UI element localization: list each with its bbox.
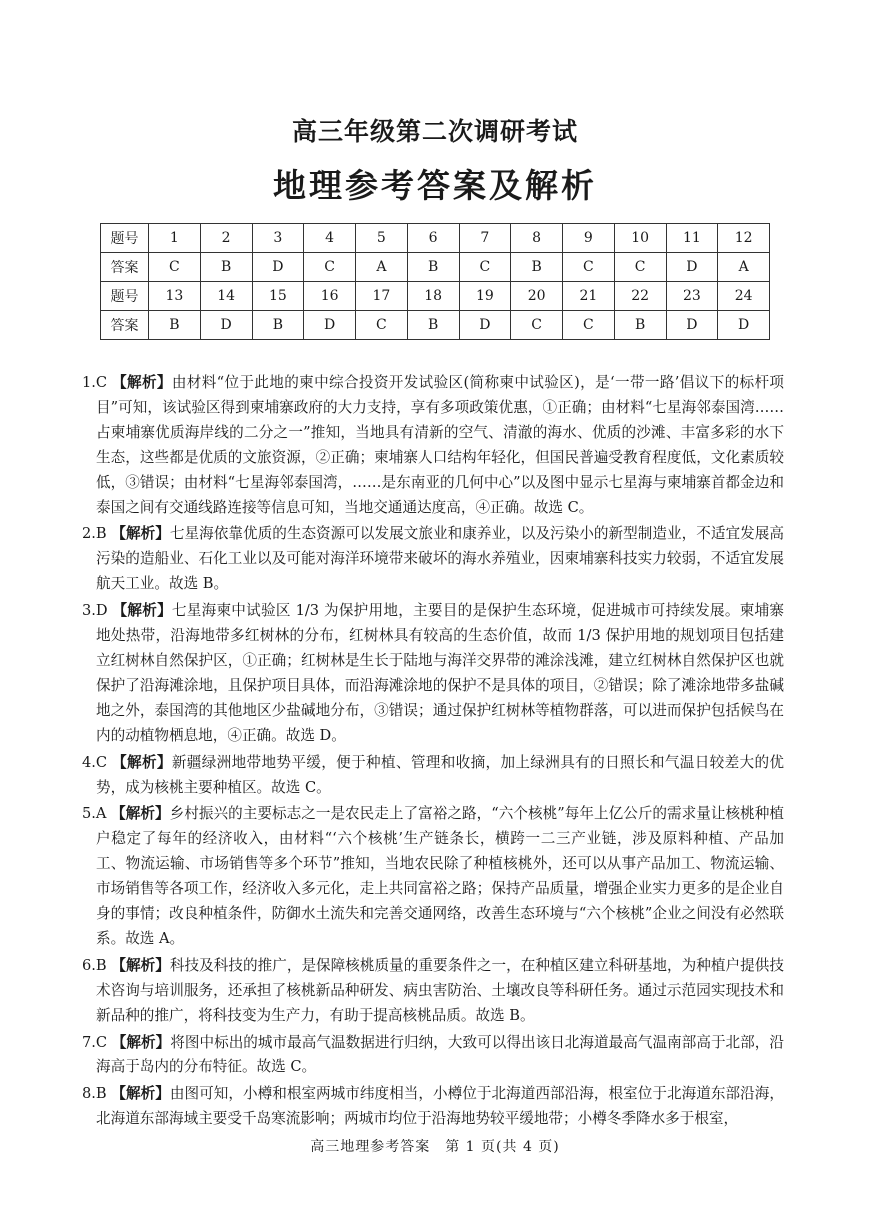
answer-table-cell: 4 xyxy=(304,224,356,253)
question-answer: 6.B xyxy=(82,956,107,974)
answer-table-cell: C xyxy=(149,253,201,282)
answer-table-cell: C xyxy=(304,253,356,282)
explanation-text: 由图可知，小樽和根室两城市纬度相当，小樽位于北海道西部沿海，根室位于北海道东部沿海，北海道东部海域主要受千岛寒流影响；两城市均位于沿海地势较平缓地带；小樽冬季降水多于根室， xyxy=(96,1085,784,1128)
answer-table-cell: 18 xyxy=(407,282,459,311)
answer-table-row xyxy=(101,224,770,253)
answer-table-cell: A xyxy=(356,253,408,282)
explanation-item xyxy=(82,1082,784,1132)
explanation-text: 由材料“位于此地的柬中综合投资开发试验区(简称柬中试验区)，是‘一带一路’倡议下的标杆项目”可知，该试验区得到柬埔寨政府的大力支持，享有多项政策优惠，①正确；由材料“七星海邻泰国湾……占柬埔寨优质海岸线的二分之一”推知，当地具有清新的空气、清澈的海水、优质的沙滩、丰富多彩的水下生态，这些都是优质的文旅资源，②正确；柬埔寨人口结构年轻化，但国民普遍受教育程度低，文化素质较低，③错误；由材料“七星海邻泰国湾，……是东南亚的几何中心”以及图中显示七星海与柬埔寨首都金边和泰国之间有交通线路连接等信息可知，当地交通通达度高，④正确。故选 C。 xyxy=(96,374,784,516)
explanation-item xyxy=(82,802,784,951)
document-subtitle: 地理参考答案及解析 xyxy=(273,166,597,205)
answer-table-row-label: 答案 xyxy=(101,253,149,282)
analysis-tag: 【解析】 xyxy=(111,1033,171,1051)
answer-table-cell: 11 xyxy=(666,224,718,253)
analysis-tag: 【解析】 xyxy=(112,374,172,391)
answer-table-row-label: 题号 xyxy=(101,224,149,253)
answer-table-row-label: 答案 xyxy=(101,311,149,340)
answer-table-cell: 10 xyxy=(614,224,666,253)
answer-table-cell: 17 xyxy=(356,282,408,311)
answer-table-row xyxy=(101,253,770,282)
explanation-item xyxy=(82,522,784,597)
question-answer: 5.A xyxy=(82,805,107,823)
answer-table-cell: D xyxy=(666,253,718,282)
explanation-text: 新疆绿洲地带地势平缓，便于种植、管理和收摘，加上绿洲具有的日照长和气温日较差大的优势，成为核桃主要种植区。故选 C。 xyxy=(96,753,784,796)
answer-table-cell: D xyxy=(718,311,770,340)
answer-table-cell: 12 xyxy=(718,224,770,253)
answer-table-cell: 21 xyxy=(563,282,615,311)
answer-table-cell: D xyxy=(304,311,356,340)
answer-table-cell: B xyxy=(252,311,304,340)
question-answer: 4.C xyxy=(82,753,108,771)
analysis-tag: 【解析】 xyxy=(111,805,170,823)
question-answer: 2.B xyxy=(82,525,107,543)
answer-table-cell: B xyxy=(407,311,459,340)
answer-table-cell: C xyxy=(563,253,615,282)
answer-table-cell: 2 xyxy=(200,224,252,253)
answer-table xyxy=(100,223,770,340)
answer-table-cell: B xyxy=(200,253,252,282)
answer-table-cell: A xyxy=(718,253,770,282)
explanation-item xyxy=(82,954,784,1029)
explanation-text: 七星海依靠优质的生态资源可以发展文旅业和康养业，以及污染小的新型制造业，不适宜发展高污染的造船业、石化工业以及可能对海洋环境带来破坏的海水养殖业，因柬埔寨科技实力较弱，不适宜发展航天工业。故选 B。 xyxy=(96,525,784,593)
answer-table-cell: 8 xyxy=(511,224,563,253)
answer-table-row-label: 题号 xyxy=(101,282,149,311)
explanation-item xyxy=(82,1031,784,1081)
explanation-text: 科技及科技的推广，是保障核桃质量的重要条件之一，在种植区建立科研基地，为种植户提供技术咨询与培训服务，还承担了核桃新品种研发、病虫害防治、土壤改良等科研任务。通过示范园实现技术和新品种的推广，将科技变为生产力，有助于提高核桃品质。故选 B。 xyxy=(96,956,784,1024)
answer-table-cell: 20 xyxy=(511,282,563,311)
explanation-list xyxy=(82,371,784,1134)
answer-table-cell: B xyxy=(511,253,563,282)
answer-table-cell: 3 xyxy=(252,224,304,253)
answer-table-cell: 1 xyxy=(149,224,201,253)
answer-table-cell: 23 xyxy=(666,282,718,311)
analysis-tag: 【解析】 xyxy=(111,1085,170,1103)
answer-table-cell: 13 xyxy=(149,282,201,311)
explanation-text: 七星海柬中试验区 1/3 为保护用地，主要目的是保护生态环境，促进城市可持续发展。柬埔寨地处热带，沿海地带多红树林的分布，红树林具有较高的生态价值，故而 1/3 保护用地的规划项目包括建立红树林自然保护区，①正确；红树林是生长于陆地与海洋交界带的滩涂浅滩，建立红树林自然保护区也就保护了沿海滩涂地，且保护项目具体，而沿海滩涂地的保护不是具体的项目，②错误；除了滩涂地带多盐碱地之外，泰国湾的其他地区少盐碱地分布，③错误；通过保护红树林等植物群落，可以进而保护包括候鸟在内的动植物栖息地，④正确。故选 D。 xyxy=(96,602,784,744)
answer-table-row xyxy=(101,282,770,311)
analysis-tag: 【解析】 xyxy=(111,525,170,543)
answer-table-cell: B xyxy=(614,311,666,340)
explanation-item xyxy=(82,599,784,748)
exam-title: 高三年级第二次调研考试 xyxy=(291,117,578,146)
answer-table-cell: C xyxy=(511,311,563,340)
answer-table-cell: 15 xyxy=(252,282,304,311)
answer-table-cell: 19 xyxy=(459,282,511,311)
page-footer: 高三地理参考答案 第 1 页(共 4 页) xyxy=(310,1139,560,1155)
answer-table-cell: D xyxy=(252,253,304,282)
question-answer: 7.C xyxy=(82,1033,108,1051)
answer-table-cell: C xyxy=(459,253,511,282)
answer-table-cell: D xyxy=(666,311,718,340)
explanation-text: 将图中标出的城市最高气温数据进行归纳，大致可以得出该日北海道最高气温南部高于北部，沿海高于岛内的分布特征。故选 C。 xyxy=(96,1033,784,1076)
answer-table-cell: 22 xyxy=(614,282,666,311)
answer-table-cell: 6 xyxy=(407,224,459,253)
question-answer: 8.B xyxy=(82,1085,107,1103)
answer-table-cell: C xyxy=(614,253,666,282)
answer-table-cell: 9 xyxy=(563,224,615,253)
answer-table-cell: B xyxy=(407,253,459,282)
question-answer: 3.D xyxy=(82,602,108,620)
answer-table-cell: 5 xyxy=(356,224,408,253)
answer-table-cell: 24 xyxy=(718,282,770,311)
answer-table-row xyxy=(101,311,770,340)
explanation-text: 乡村振兴的主要标志之一是农民走上了富裕之路，“六个核桃”每年上亿公斤的需求量让核桃种植户稳定了每年的经济收入，由材料“‘六个核桃’生产链条长，横跨一二三产业链，涉及原料种植、产品加工、物流运输、市场销售等多个环节”推知，当地农民除了种植核桃外，还可以从事产品加工、物流运输、市场销售等各项工作，经济收入多元化，走上共同富裕之路；保持产品质量，增强企业实力更多的是企业自身的事情；改良种植条件，防御水土流失和完善交通网络，改善生态环境与“六个核桃”企业之间没有必然联系。故选 A。 xyxy=(96,805,784,947)
answer-table-cell: 14 xyxy=(200,282,252,311)
answer-table-cell: D xyxy=(200,311,252,340)
question-answer: 1.C xyxy=(82,374,108,391)
analysis-tag: 【解析】 xyxy=(112,753,172,771)
answer-table-cell: 16 xyxy=(304,282,356,311)
answer-table-cell: B xyxy=(149,311,201,340)
answer-table-cell: C xyxy=(356,311,408,340)
answer-table-cell: 7 xyxy=(459,224,511,253)
answer-table-cell: C xyxy=(563,311,615,340)
analysis-tag: 【解析】 xyxy=(111,956,170,974)
analysis-tag: 【解析】 xyxy=(112,602,172,620)
answer-table-cell: D xyxy=(459,311,511,340)
explanation-item xyxy=(82,371,784,520)
explanation-item xyxy=(82,751,784,801)
